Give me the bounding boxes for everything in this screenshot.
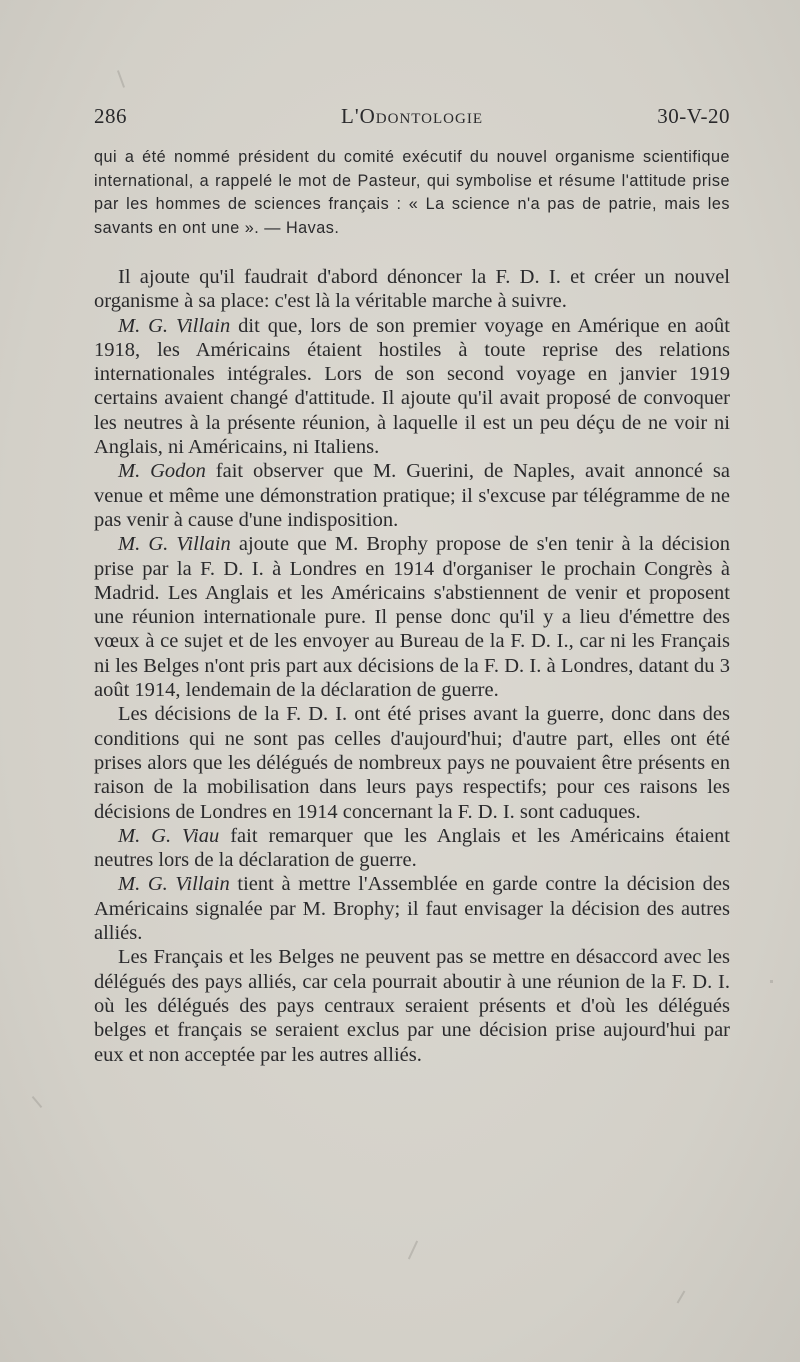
speaker-name: M. G. Viau <box>118 824 220 847</box>
paragraph-text: Les décisions de la F. D. I. ont été prises avant la guerre, donc dans des conditions qui ne sont pas celles d'aujourd'hui; d'autre part, elles ont été prises alors que les délégués de nombreux pays ne pouvaient être présents en raison de la mobilisation dans leurs pays respectifs; pour ces raisons les décisions de Londres en 1914 concernant la F. D. I. sont caduques. <box>94 703 730 823</box>
paragraph-7 <box>94 872 730 945</box>
paper-speck <box>117 70 125 88</box>
paragraph-1 <box>94 265 730 314</box>
paper-speck <box>408 1241 418 1260</box>
paragraph-text: ajoute que M. Brophy propose de s'en tenir à la décision prise par la F. D. I. à Londres en 1914 d'organiser le prochain Congrès à Madrid. Les Anglais et les Américains s'abstiennent de venir et proposent une réunion internationale pure. Il pense donc qu'il y a lieu d'émettre des vœux à ce sujet et de les envoyer au Bureau de la F. D. I., car ni les Français ni les Belges n'ont pris part aux décisions de la F. D. I. à Londres, datant du 3 août 1914, lendemain de la déclaration de guerre. <box>94 533 731 702</box>
paper-speck <box>32 1096 43 1108</box>
paper-speck <box>677 1290 686 1303</box>
paragraph-3 <box>94 459 730 532</box>
paragraph-text: tient à mettre l'Assemblée en garde contre la décision des Américains signalée par M. Brophy; il faut envisager la décision des autres alliés. <box>94 873 730 945</box>
paragraph-6 <box>94 824 730 873</box>
paragraph-text: Les Français et les Belges ne peuvent pas se mettre en désaccord avec les délégués des pays alliés, car cela pourrait aboutir à une réunion de la F. D. I. où les délégués des pays centraux seraient présents et d'où les délégués belges et français se seraient exclus par une décision prise aujourd'hui par eux et non acceptée par les autres alliés. <box>94 946 730 1066</box>
paragraph-text: fait remarquer que les Anglais et les Américains étaient neutres lors de la déclaration de guerre. <box>94 824 730 872</box>
header-date: 30-V-20 <box>657 104 730 128</box>
paragraph-8 <box>94 945 730 1066</box>
paper-speck <box>770 980 773 983</box>
intro-paragraph: qui a été nommé président du comité exécutif du nouvel organisme scientifique international, a rappelé le mot de Pasteur, qui symbolise et résume l'attitude prise par les hommes de sciences français : « La science n'a pas de patrie, mais les savants en ont une ». — Havas. <box>94 148 730 237</box>
speaker-name: M. G. Villain <box>118 873 230 896</box>
speaker-name: M. G. Villain <box>118 533 231 556</box>
running-title: L'Odontologie <box>341 104 483 128</box>
page-header <box>94 104 730 134</box>
paragraph-text: fait observer que M. Guerini, de Naples, avait annoncé sa venue et même une démonstration pratique; il s'excuse par télégramme de ne pas venir à cause d'une indisposition. <box>94 460 730 531</box>
main-text <box>94 265 730 1067</box>
paragraph-text: dit que, lors de son premier voyage en Amérique en août 1918, les Américains étaient hostiles à toute reprise des relations internationales intégrales. Lors de son second voyage en janvier 1919 certains avaient changé d'attitude. Il ajoute qu'il avait proposé de convoquer les neutres à la présente réunion, à laquelle il est un peu déçu de ne voir ni Anglais, ni Américains, ni Italiens. <box>94 314 730 459</box>
speaker-name: M. G. Villain <box>118 314 231 337</box>
page-number: 286 <box>94 104 127 128</box>
paragraph-5 <box>94 702 730 823</box>
speaker-name: M. Godon <box>118 460 206 483</box>
paragraph-text: Il ajoute qu'il faudrait d'abord dénoncer la F. D. I. et créer un nouvel organisme à sa place: c'est là la véritable marche à suivre. <box>94 266 730 313</box>
paragraph-4 <box>94 532 730 702</box>
paragraph-2 <box>94 314 730 460</box>
